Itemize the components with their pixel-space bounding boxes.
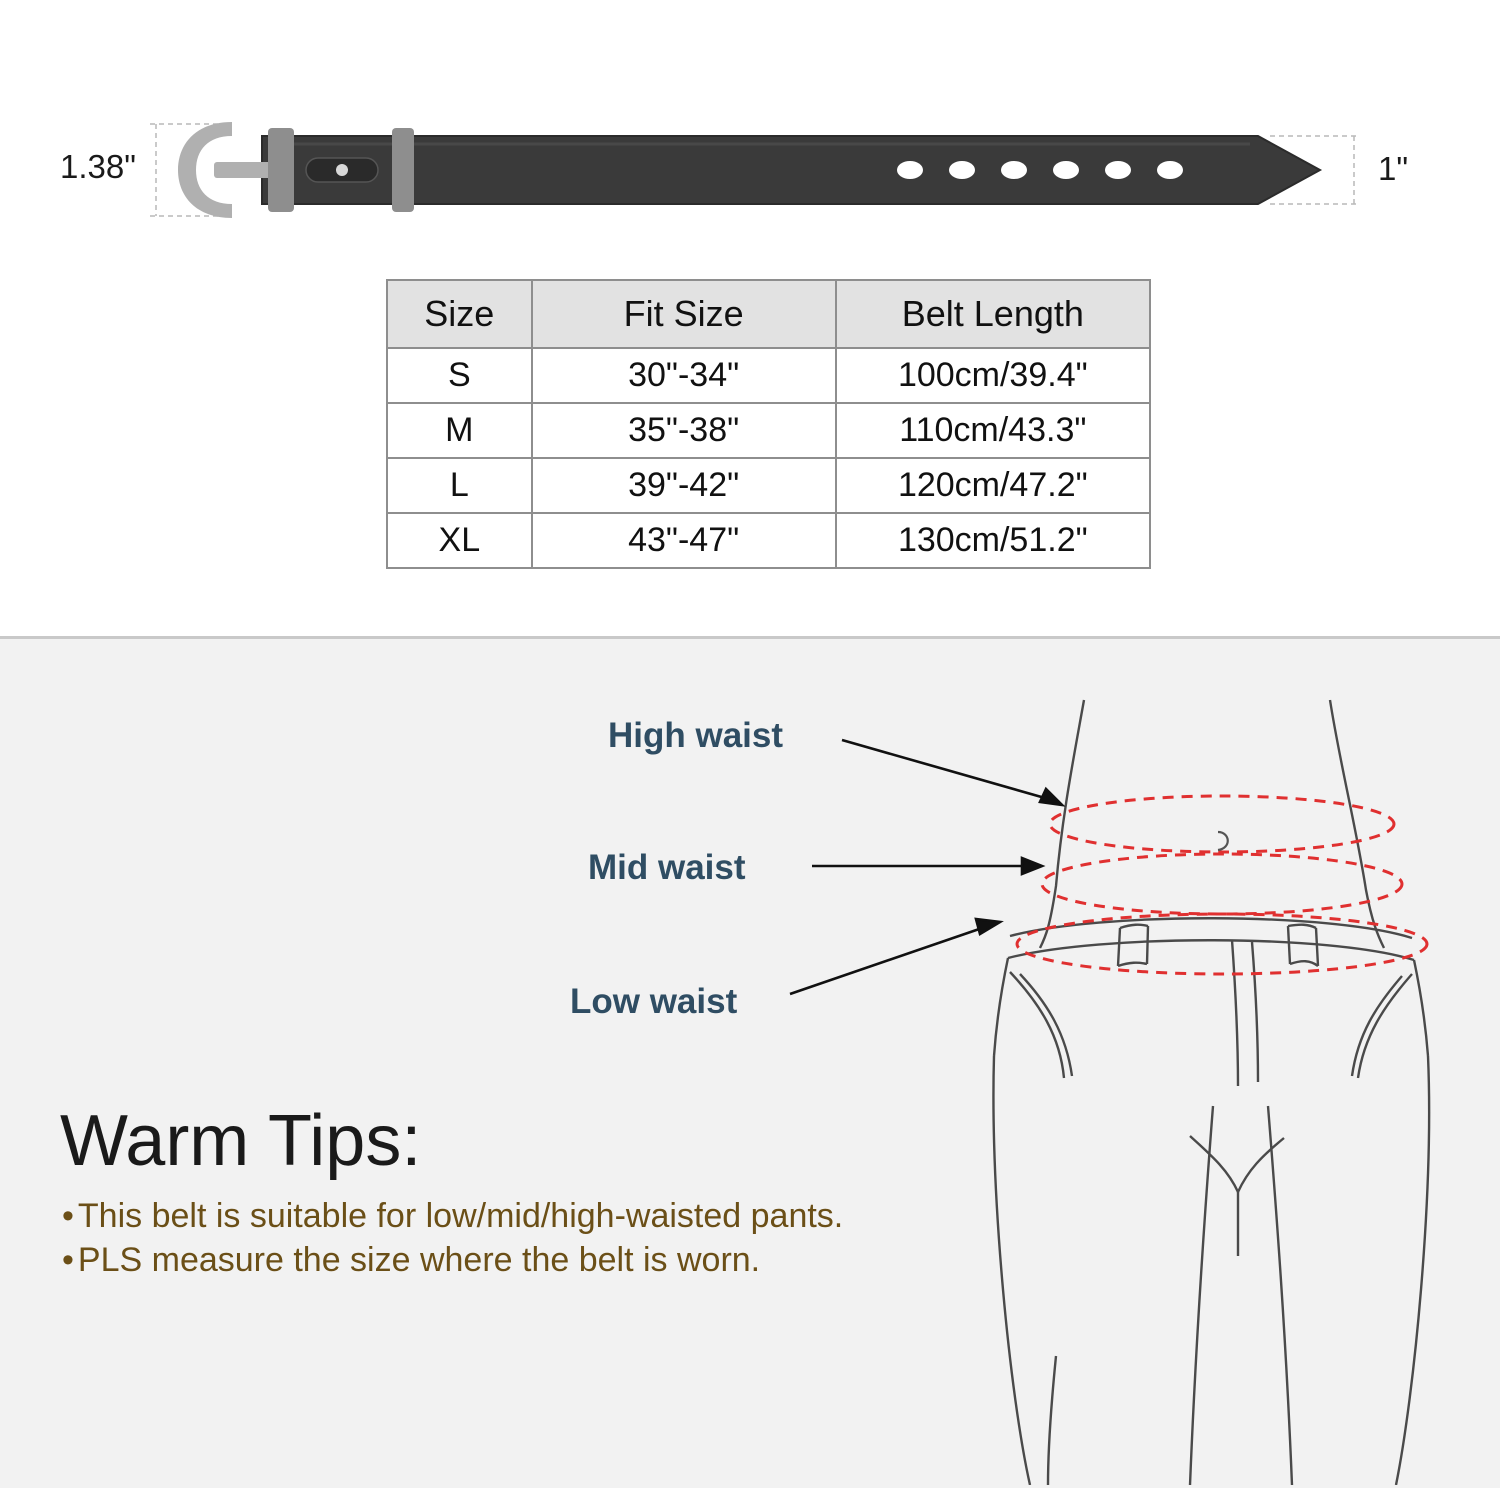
column-header-size: Size bbox=[387, 280, 532, 348]
table-row bbox=[387, 348, 1150, 403]
waist-figure-illustration bbox=[0, 636, 1500, 1485]
column-header-fit-size: Fit Size bbox=[532, 280, 836, 348]
label-high-waist: High waist bbox=[608, 716, 784, 755]
belt-keeper-loop-2-icon bbox=[392, 128, 414, 212]
cell-length: 100cm/39.4" bbox=[836, 348, 1150, 403]
high-waist-line bbox=[1050, 796, 1394, 852]
belt-keeper-loop-icon bbox=[268, 128, 294, 212]
bullet-icon: • bbox=[62, 1240, 74, 1279]
navel-icon bbox=[1218, 832, 1228, 850]
tip-text: PLS measure the size where the belt is worn. bbox=[77, 1240, 761, 1279]
cell-fit: 43"-47" bbox=[532, 513, 836, 568]
strap-width-label: 1" bbox=[1378, 150, 1409, 187]
buckle-width-label: 1.38" bbox=[60, 148, 136, 185]
cell-size: M bbox=[387, 403, 532, 458]
warm-tips-list bbox=[62, 1195, 1022, 1282]
cell-length: 130cm/51.2" bbox=[836, 513, 1150, 568]
table-row bbox=[387, 513, 1150, 568]
cell-size: S bbox=[387, 348, 532, 403]
label-mid-waist: Mid waist bbox=[588, 848, 746, 887]
cell-length: 110cm/43.3" bbox=[836, 403, 1150, 458]
size-chart-table bbox=[386, 279, 1151, 569]
cell-fit: 39"-42" bbox=[532, 458, 836, 513]
mid-waist-line bbox=[1042, 854, 1402, 914]
column-header-belt-length: Belt Length bbox=[836, 280, 1150, 348]
cell-length: 120cm/47.2" bbox=[836, 458, 1150, 513]
bullet-icon: • bbox=[62, 1197, 74, 1235]
cell-fit: 30"-34" bbox=[532, 348, 836, 403]
table-row bbox=[387, 458, 1150, 513]
list-item bbox=[62, 1239, 1022, 1283]
belt-specs-section bbox=[0, 0, 1500, 636]
woman-jeans-figure-icon bbox=[993, 700, 1429, 1485]
cell-fit: 35"-38" bbox=[532, 403, 836, 458]
cell-size: L bbox=[387, 458, 532, 513]
warm-tips-title: Warm Tips: bbox=[60, 1101, 422, 1181]
list-item bbox=[62, 1195, 1022, 1239]
table-header-row bbox=[387, 280, 1150, 348]
belt-illustration-icon bbox=[0, 100, 1500, 260]
cell-size: XL bbox=[387, 513, 532, 568]
belt-diagram bbox=[0, 100, 1500, 260]
tip-text: This belt is suitable for low/mid/high-waisted pants. bbox=[77, 1197, 844, 1235]
label-low-waist: Low waist bbox=[570, 982, 738, 1021]
low-waist-line bbox=[1017, 914, 1427, 974]
table-row bbox=[387, 403, 1150, 458]
